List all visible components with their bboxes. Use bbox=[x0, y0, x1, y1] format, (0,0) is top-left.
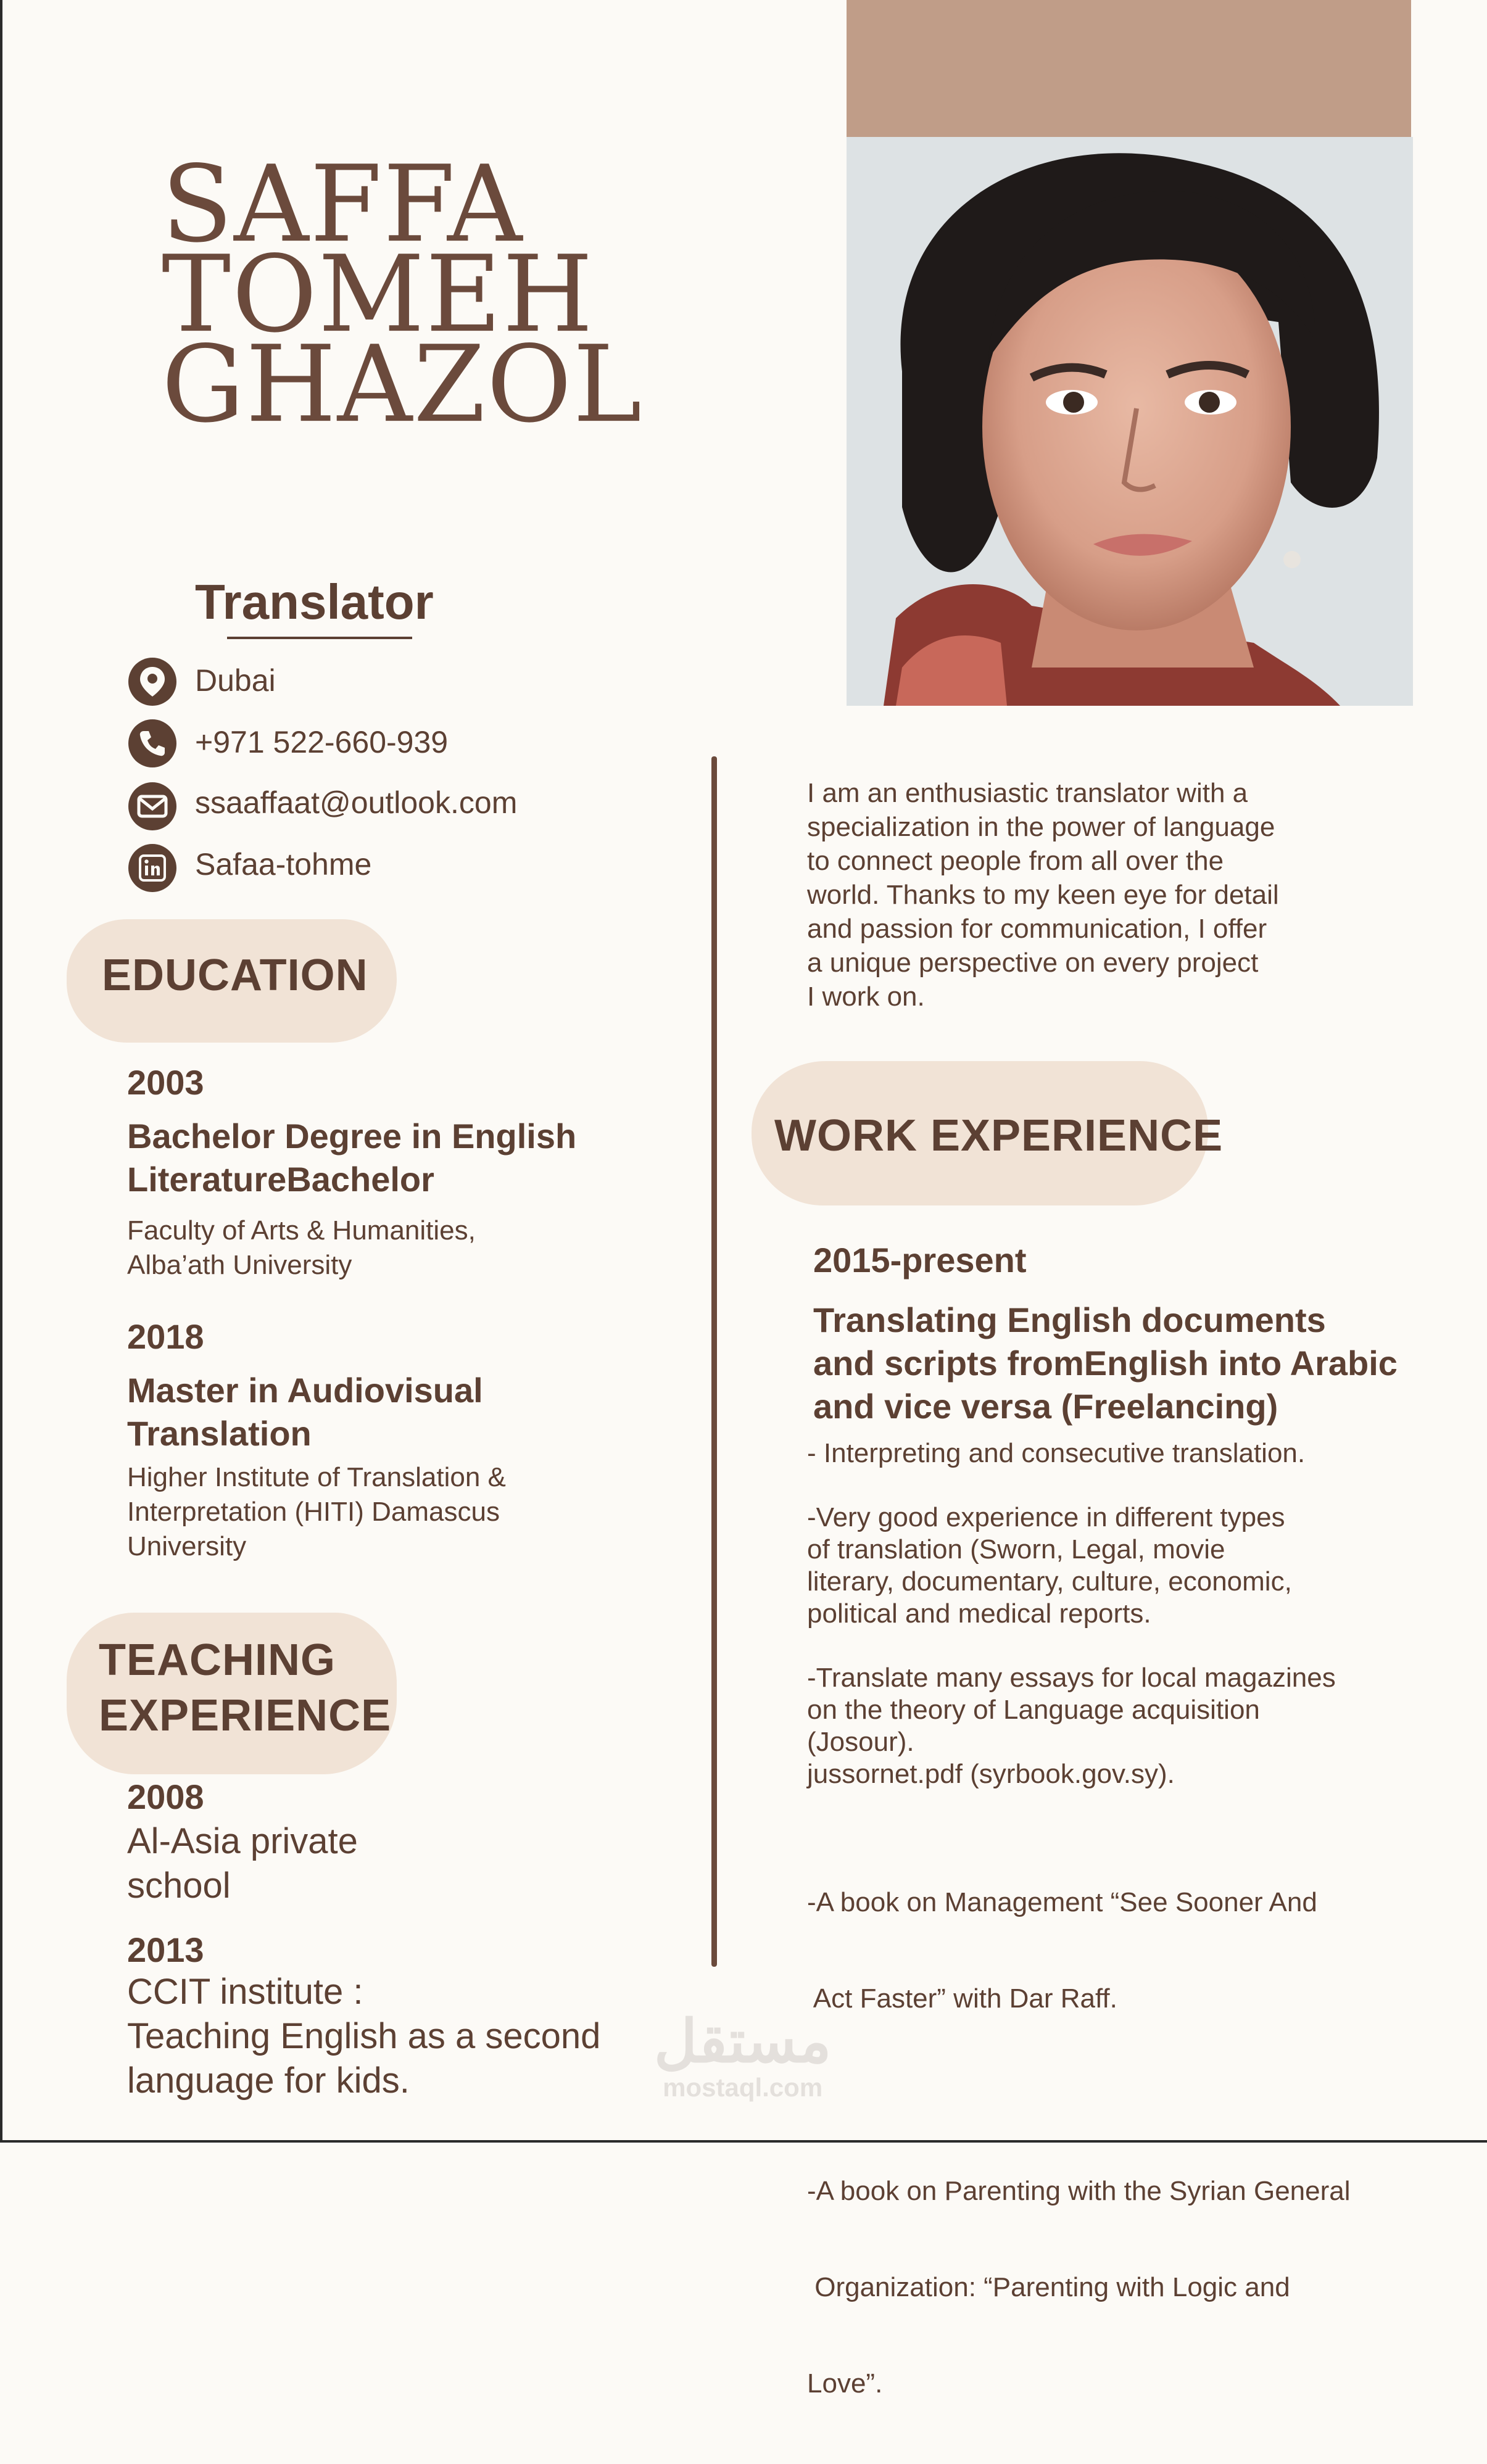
contact-email: ssaaffaat@outlook.com bbox=[195, 785, 518, 820]
education-item-2 bbox=[127, 1317, 506, 1564]
about-paragraph bbox=[807, 776, 1387, 1014]
work-detail-group bbox=[807, 1437, 1461, 1470]
work-detail-line: political and medical reports. bbox=[807, 1598, 1151, 1629]
degree-line: LiteratureBachelor bbox=[127, 1160, 434, 1199]
work-detail-line: literary, documentary, culture, economic, bbox=[807, 1566, 1292, 1597]
work-detail-group bbox=[807, 1662, 1461, 1790]
about-line: I work on. bbox=[807, 982, 925, 1012]
teaching-title bbox=[99, 1632, 391, 1743]
teaching-line: Teaching English as a second bbox=[127, 2016, 601, 2056]
job-title-underline bbox=[227, 637, 412, 639]
column-divider bbox=[711, 756, 717, 1967]
name-line-3: GHAZOL bbox=[162, 323, 644, 446]
job-title: Translator bbox=[195, 574, 434, 629]
teaching-item-1 bbox=[127, 1777, 358, 1908]
teaching-line: Al-Asia private bbox=[127, 1821, 358, 1861]
teaching-title-line: TEACHING bbox=[99, 1635, 336, 1685]
about-line: a unique perspective on every project bbox=[807, 948, 1259, 978]
contact-linkedin: Safaa-tohme bbox=[195, 847, 372, 882]
teaching-line: CCIT institute : bbox=[127, 1972, 363, 2012]
education-year: 2003 bbox=[127, 1063, 204, 1102]
work-detail-line: Act Faster” with Dar Raff. bbox=[807, 1983, 1117, 2014]
work-detail-group bbox=[807, 1502, 1461, 1630]
institution-line: University bbox=[127, 1531, 247, 1561]
location-pin-icon bbox=[128, 658, 176, 706]
role-line: and vice versa (Freelancing) bbox=[813, 1387, 1278, 1426]
watermark-latin: mostaql.com bbox=[663, 2073, 823, 2102]
teaching-item-2 bbox=[127, 1930, 600, 2103]
contact-location: Dubai bbox=[195, 663, 276, 698]
watermark-arabic: مستقل bbox=[654, 2009, 832, 2075]
about-line: world. Thanks to my keen eye for detail bbox=[807, 880, 1279, 910]
work-detail-line: on the theory of Language acquisition bbox=[807, 1695, 1260, 1725]
work-detail-line: of translation (Sworn, Legal, movie bbox=[807, 1534, 1225, 1565]
work-detail-line: -Translate many essays for local magazines bbox=[807, 1663, 1336, 1693]
name-line-1: SAFFA bbox=[162, 143, 524, 266]
work-title: WORK EXPERIENCE bbox=[774, 1111, 1224, 1160]
teaching-line: language for kids. bbox=[127, 2061, 410, 2101]
phone-icon bbox=[128, 719, 176, 767]
role-line: Translating English documents bbox=[813, 1300, 1326, 1339]
work-detail-line: Love”. bbox=[807, 2368, 883, 2399]
role-line: and scripts fromEnglish into Arabic bbox=[813, 1344, 1398, 1383]
education-year: 2018 bbox=[127, 1317, 204, 1356]
watermark bbox=[654, 2011, 831, 2102]
about-line: I am an enthusiastic translator with a bbox=[807, 778, 1248, 808]
about-line: and passion for communication, I offer bbox=[807, 914, 1267, 944]
teaching-place bbox=[127, 1819, 358, 1908]
work-period: 2015-present bbox=[813, 1241, 1027, 1280]
degree-line: Master in Audiovisual bbox=[127, 1371, 483, 1410]
work-detail-line: (Josour). bbox=[807, 1727, 914, 1757]
work-details bbox=[807, 1437, 1461, 2464]
work-detail-line: - Interpreting and consecutive translation. bbox=[807, 1438, 1306, 1468]
education-degree bbox=[127, 1115, 576, 1201]
teaching-line: school bbox=[127, 1866, 231, 1906]
education-item-1 bbox=[127, 1062, 576, 1283]
work-detail-group bbox=[807, 1822, 1461, 2079]
mail-icon bbox=[128, 782, 176, 830]
work-item bbox=[813, 1240, 1398, 1428]
education-institution bbox=[127, 1460, 506, 1564]
name-line-2: TOMEH bbox=[162, 233, 594, 356]
education-title: EDUCATION bbox=[102, 951, 368, 1000]
teaching-year: 2008 bbox=[127, 1777, 204, 1816]
institution-line: Alba’ath University bbox=[127, 1250, 352, 1280]
work-detail-line: -Very good experience in different types bbox=[807, 1502, 1285, 1532]
work-detail-line: jussornet.pdf (syrbook.gov.sy). bbox=[807, 1759, 1175, 1789]
education-institution bbox=[127, 1213, 576, 1283]
name-block bbox=[162, 143, 644, 446]
work-detail-line: -A book on Management “See Sooner And bbox=[807, 1887, 1317, 1917]
degree-line: Bachelor Degree in English bbox=[127, 1117, 577, 1156]
teaching-place bbox=[127, 1970, 600, 2103]
work-detail-group bbox=[807, 2111, 1461, 2464]
teaching-year: 2013 bbox=[127, 1930, 204, 1969]
work-detail-line: -A book on Parenting with the Syrian General bbox=[807, 2176, 1351, 2206]
institution-line: Interpretation (HITI) Damascus bbox=[127, 1497, 500, 1527]
profile-photo bbox=[847, 137, 1413, 706]
work-detail-line: Organization: “Parenting with Logic and bbox=[807, 2272, 1290, 2302]
about-line: to connect people from all over the bbox=[807, 846, 1224, 876]
linkedin-icon bbox=[128, 844, 176, 892]
about-line: specialization in the power of language bbox=[807, 812, 1275, 842]
education-degree bbox=[127, 1369, 506, 1455]
work-role bbox=[813, 1299, 1398, 1428]
degree-line: Translation bbox=[127, 1414, 312, 1453]
teaching-title-line: EXPERIENCE bbox=[99, 1691, 392, 1740]
contact-phone: +971 522-660-939 bbox=[195, 725, 449, 759]
institution-line: Faculty of Arts & Humanities, bbox=[127, 1215, 476, 1246]
institution-line: Higher Institute of Translation & bbox=[127, 1462, 506, 1492]
